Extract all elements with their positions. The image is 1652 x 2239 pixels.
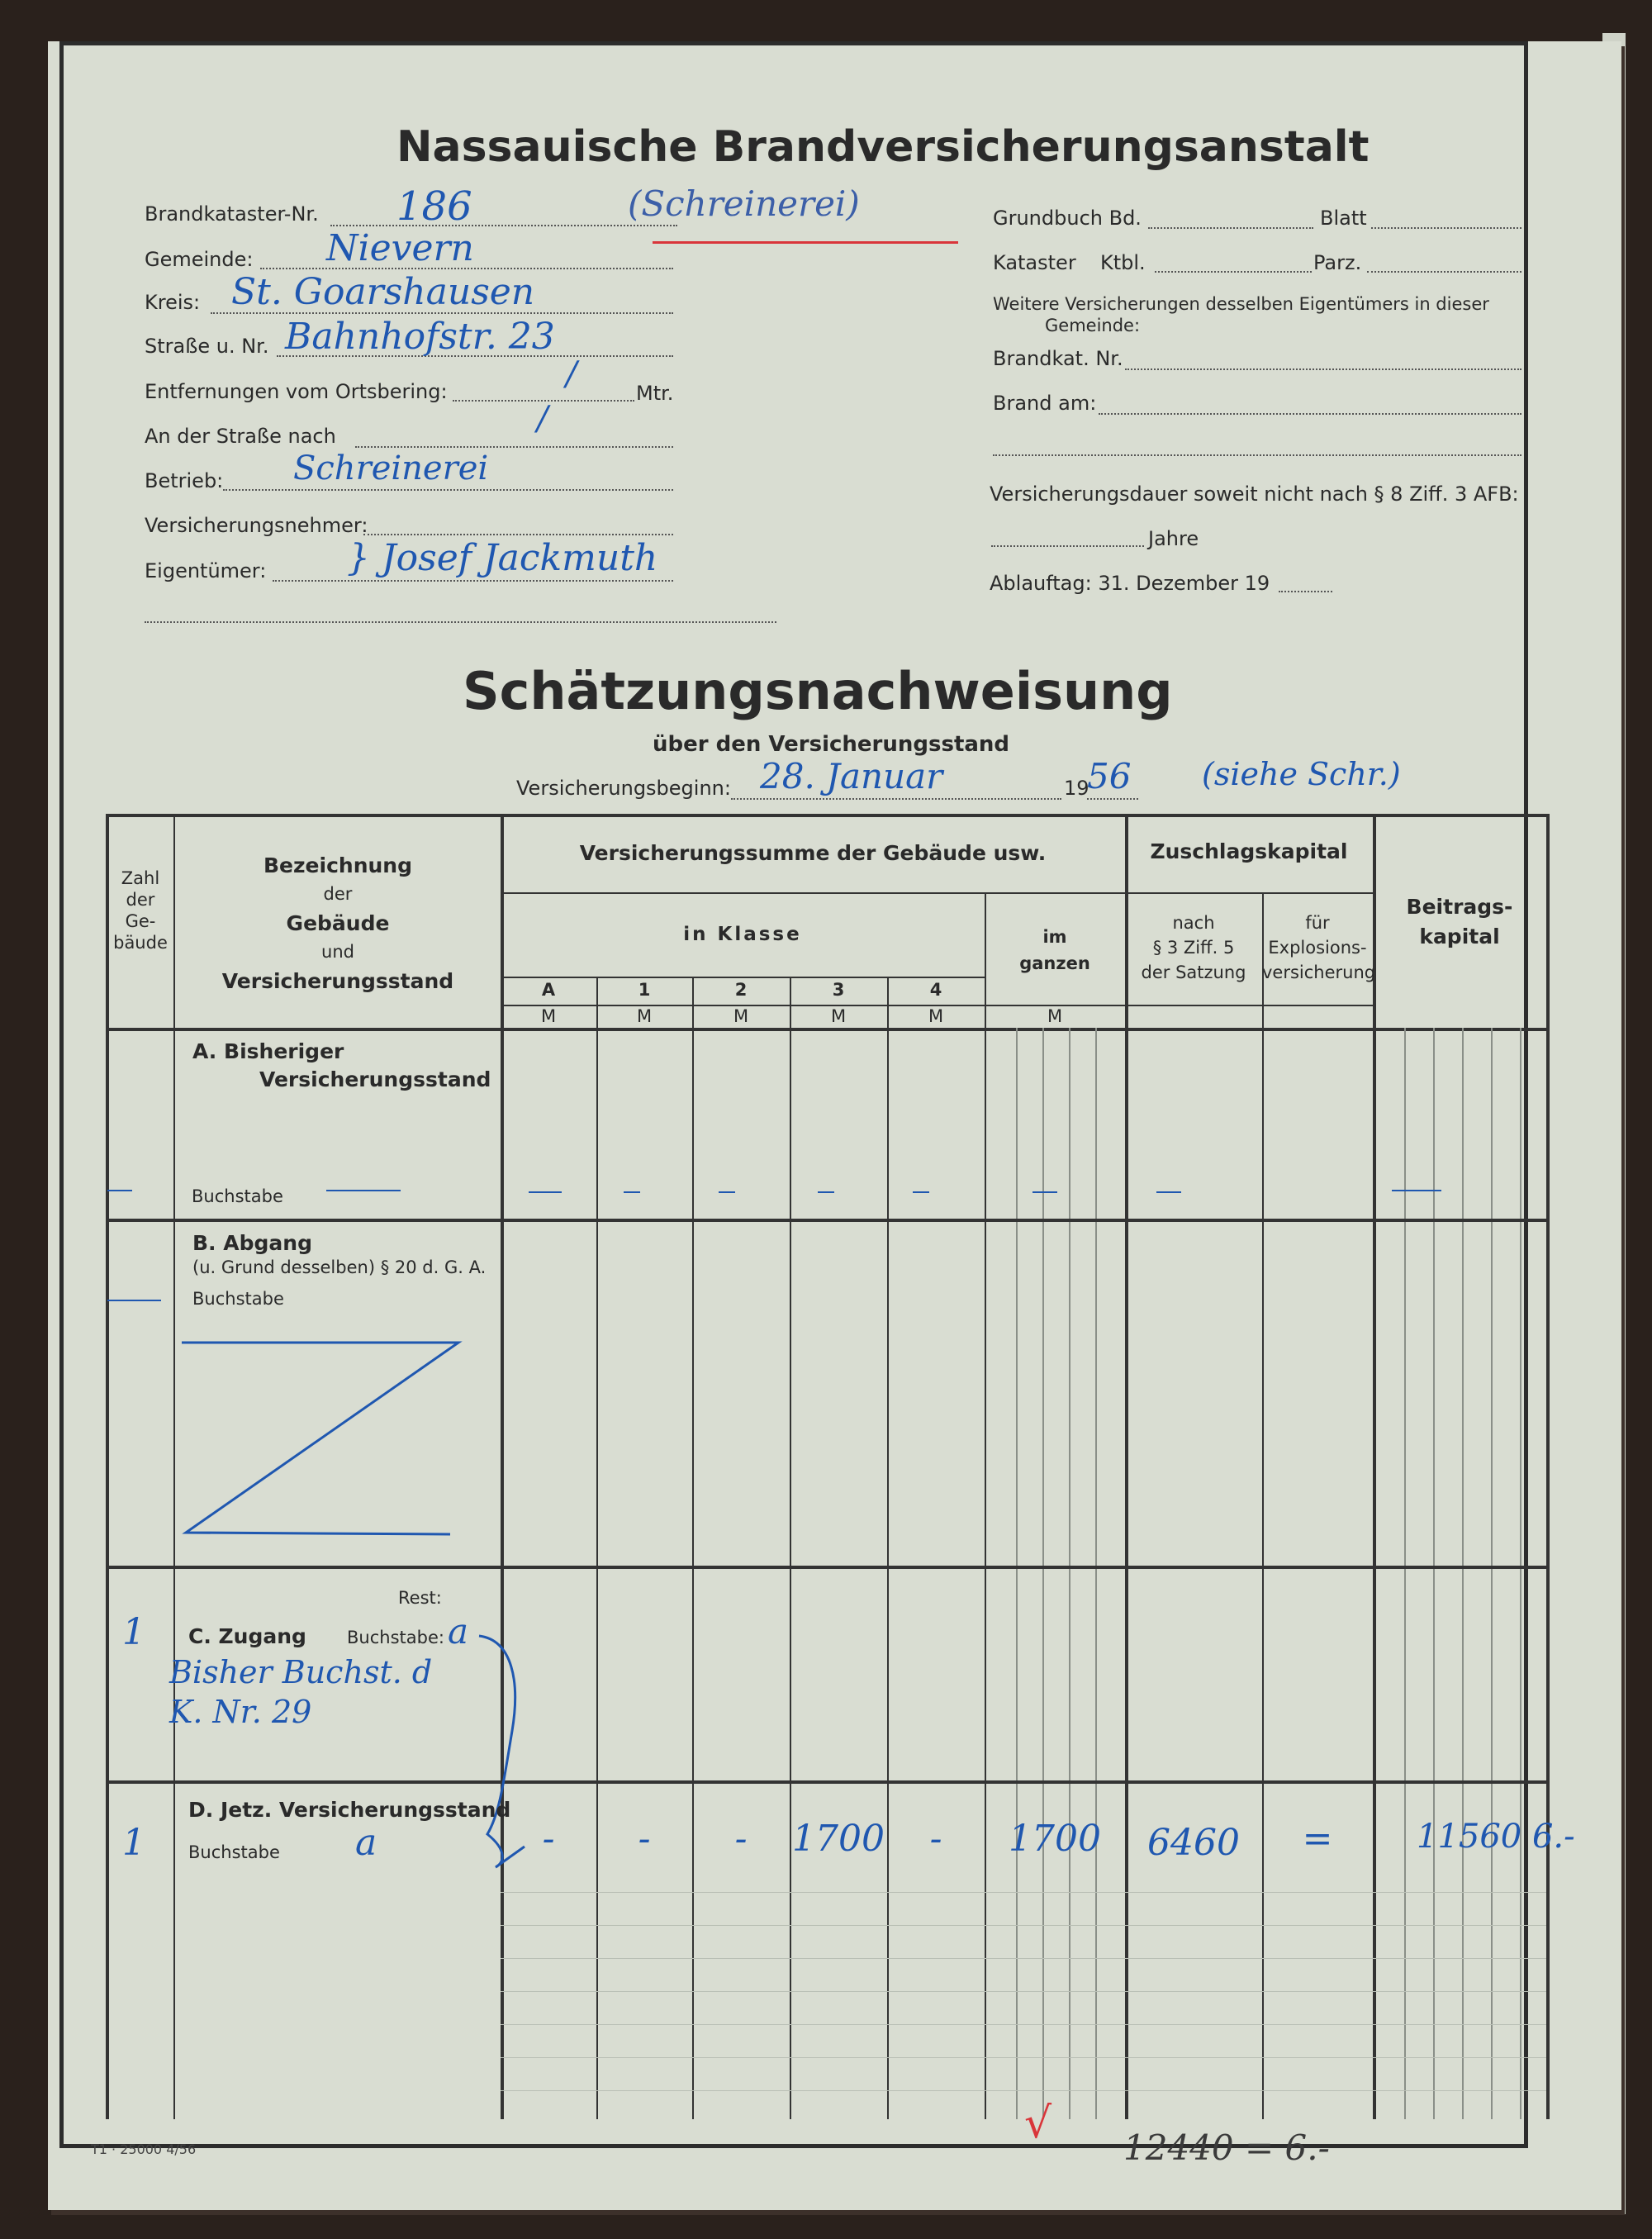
dash [913, 1191, 929, 1193]
dash [818, 1191, 834, 1193]
line-brandkat-nr [1125, 368, 1521, 370]
table-top [106, 814, 1550, 817]
dash [107, 1300, 161, 1301]
subcol [1095, 1028, 1097, 2119]
line-brand-am [1099, 413, 1521, 415]
org-title: Nassauische Brandversicherungsanstalt [396, 122, 1370, 172]
value-beginn-date: 28. Januar [760, 756, 943, 796]
line-grundbuch [1148, 227, 1313, 229]
section-a-buchstabe: Buchstabe [192, 1186, 283, 1206]
col-line-3 [790, 977, 791, 2119]
unit-2: M [733, 1006, 749, 1026]
table-right [1546, 814, 1550, 2119]
header-fuer [1262, 910, 1376, 985]
header-zahl-4: bäude [113, 933, 168, 953]
header-klasse-a: A [541, 980, 556, 1000]
header-nach-3: der Satzung [1141, 963, 1246, 982]
dash [107, 1190, 132, 1191]
line-versicherungsnehmer [363, 534, 673, 535]
header-fuer-3: versicherung [1262, 963, 1376, 982]
label-blatt: Blatt [1320, 207, 1367, 230]
section-c-zahl: 1 [122, 1611, 145, 1653]
d-value-4: - [929, 1818, 942, 1860]
line-betrieb [223, 489, 673, 491]
col-line-zahl [173, 814, 175, 2119]
label-dauer: Versicherungsdauer soweit nicht nach § 8 Ziff. 3 AFB: [990, 483, 1519, 506]
label-weitere-2: Gemeinde: [1045, 316, 1141, 335]
unit-a: M [540, 1006, 557, 1026]
line-blatt [1371, 227, 1521, 229]
unit-4: M [928, 1006, 944, 1026]
label-strasse-nach: An der Straße nach [145, 425, 336, 448]
dash [1156, 1191, 1181, 1193]
section-b-sub: (u. Grund desselben) § 20 d. G. A. [192, 1257, 487, 1277]
header-zuschlagskapital: Zuschlagskapital [1150, 839, 1348, 863]
header-zahl [107, 868, 173, 953]
unit-ganzen: M [1047, 1006, 1063, 1026]
label-entfernungen: Entfernungen vom Ortsbering: [145, 380, 448, 403]
line-jahre [991, 545, 1144, 547]
value-strasse-nach: / [537, 400, 548, 438]
label-grundbuch: Grundbuch Bd. [993, 207, 1142, 230]
zk-unit-line [1125, 1005, 1373, 1006]
col-line-vs [1125, 814, 1128, 2119]
col-line-ganzen [985, 892, 986, 2119]
header-ganzen: ganzen [1019, 953, 1090, 973]
line-brandkataster [330, 225, 677, 226]
label-year-prefix: 19 [1064, 777, 1089, 800]
header-klasse-4: 4 [929, 980, 942, 1000]
d-value-3: 1700 [792, 1818, 885, 1860]
line-beginn [731, 798, 1061, 800]
line-brand-am-2 [993, 454, 1521, 456]
dash [1032, 1191, 1057, 1193]
section-d-zahl: 1 [122, 1822, 145, 1864]
d-value-2: - [734, 1818, 748, 1860]
section-c-bottom [106, 1780, 1550, 1784]
d-value-nach: 6460 [1147, 1822, 1240, 1864]
value-gemeinde: Nievern [326, 227, 474, 269]
section-b-bottom [106, 1566, 1550, 1569]
header-zahl-1: Zahl [121, 868, 160, 888]
header-fuer-1: für [1305, 913, 1330, 933]
subcol [1016, 1028, 1018, 2119]
line-ktbl [1155, 271, 1312, 273]
header-nach-1: nach [1172, 913, 1215, 933]
section-c-letter: a [448, 1611, 469, 1652]
dash [624, 1191, 640, 1193]
section-c-note-2: K. Nr. 29 [169, 1694, 312, 1730]
value-betrieb: Schreinerei [293, 449, 489, 487]
label-kreis: Kreis: [145, 291, 201, 314]
red-underline [653, 241, 958, 244]
dash [326, 1190, 401, 1191]
header-zahl-3: Ge- [125, 911, 156, 931]
header-fuer-2: Explosions- [1268, 938, 1367, 958]
subcol [1404, 1028, 1406, 2119]
header-beitragskapital [1373, 892, 1546, 952]
header-klasse-2: 2 [734, 980, 748, 1000]
subcol [1069, 1028, 1070, 2119]
header-zahl-2: der [126, 890, 155, 910]
grid-row [501, 1991, 1546, 1992]
table-left [106, 814, 109, 2119]
value-strasse: Bahnhofstr. 23 [285, 316, 555, 358]
col-line-4 [887, 977, 889, 2119]
header-bez-2: der [323, 884, 353, 904]
grid-row [501, 2057, 1546, 2058]
value-entfernungen: / [566, 355, 577, 393]
print-code: T1 · 25000 4/56 [91, 2142, 197, 2157]
header-klasse-1: 1 [638, 980, 651, 1000]
label-betrieb: Betrieb: [145, 469, 224, 492]
line-strasse-nach [355, 446, 673, 448]
line-eigentuemer [273, 580, 673, 582]
grid-row [501, 1892, 1546, 1893]
grid-row [501, 2090, 1546, 2091]
section-d-buchstabe: Buchstabe [188, 1842, 280, 1862]
label-ablauftag: Ablauftag: 31. Dezember 19 [990, 572, 1270, 595]
d-value-fuer: = [1302, 1818, 1333, 1860]
section-a-bottom [106, 1219, 1550, 1222]
label-parz: Parz. [1313, 251, 1362, 274]
annotation-schreinerei: (Schreinerei) [628, 183, 860, 224]
zk-sub-line [1125, 892, 1373, 894]
header-klasse-3: 3 [832, 980, 845, 1000]
main-subtitle: über den Versicherungsstand [653, 732, 1010, 757]
header-im-ganzen [985, 924, 1125, 977]
section-c-buchstabe: Buchstabe: [347, 1628, 444, 1647]
header-versicherungssumme: Versicherungssumme der Gebäude usw. [579, 841, 1047, 865]
line-parz [1367, 271, 1521, 273]
header-bottom [106, 1028, 1550, 1031]
label-versicherungsbeginn: Versicherungsbeginn: [516, 777, 731, 800]
unit-1: M [636, 1006, 653, 1026]
section-c-note-1: Bisher Buchst. d [169, 1654, 433, 1690]
d-value-beitrag: 11560 6.- [1417, 1818, 1575, 1856]
col-line-2 [692, 977, 694, 2119]
header-nach-2: § 3 Ziff. 5 [1152, 938, 1235, 958]
label-brand-am: Brand am: [993, 392, 1097, 415]
value-brandkataster: 186 [396, 183, 472, 230]
line-year [1087, 798, 1138, 800]
col-line-zk [1373, 814, 1376, 2119]
label-ktbl: Ktbl. [1100, 251, 1146, 274]
dash [1392, 1190, 1441, 1191]
header-bez-5: Versicherungsstand [221, 969, 454, 993]
dash [529, 1191, 562, 1193]
section-c-rest: Rest: [398, 1588, 442, 1608]
klasse-line [501, 977, 985, 978]
col-line-1 [596, 977, 598, 2119]
label-eigentuemer: Eigentümer: [145, 559, 267, 582]
unit-3: M [830, 1006, 847, 1026]
grid-row [501, 2024, 1546, 2025]
header-beitrag-2: kapital [1419, 925, 1500, 948]
header-bez-3: Gebäude [286, 911, 390, 935]
label-jahre: Jahre [1148, 527, 1199, 550]
d-value-a: - [542, 1818, 555, 1860]
d-value-1: - [638, 1818, 651, 1860]
value-eigentuemer: } Josef Jackmuth [347, 537, 658, 579]
red-check-mark: √ [1024, 2099, 1052, 2148]
section-b-buchstabe: Buchstabe [192, 1289, 284, 1309]
value-beginn-year: 56 [1087, 756, 1132, 796]
header-im: im [1042, 927, 1067, 947]
label-gemeinde: Gemeinde: [145, 248, 254, 271]
grid-row [501, 1925, 1546, 1926]
section-b-title: B. Abgang [192, 1231, 312, 1255]
label-weitere-1: Weitere Versicherungen desselben Eigentümers in dieser [993, 294, 1489, 314]
line-ablauftag [1279, 591, 1332, 592]
unit-mtr: Mtr. [636, 382, 674, 405]
subcol [1462, 1028, 1464, 2119]
subcol [1491, 1028, 1493, 2119]
header-nach [1125, 910, 1262, 985]
grid-row [501, 1958, 1546, 1959]
section-d-letter: a [355, 1822, 377, 1864]
col-line-nach [1262, 892, 1264, 2119]
subcol [1433, 1028, 1435, 2119]
header-in-klasse: in Klasse [683, 924, 802, 945]
line-extra [145, 621, 776, 623]
bottom-pencil-note: 12440 = 6.- [1123, 2127, 1330, 2168]
d-value-ganzen: 1700 [1009, 1818, 1101, 1860]
label-strasse: Straße u. Nr. [145, 335, 269, 358]
dash [719, 1191, 735, 1193]
header-bez-1: Bezeichnung [263, 853, 412, 877]
section-a-title-2: Versicherungsstand [259, 1067, 491, 1091]
value-beginn-note: (siehe Schr.) [1202, 756, 1401, 792]
main-title: Schätzungsnachweisung [463, 661, 1173, 721]
strike-z-mark [178, 1293, 475, 1541]
subcol [1520, 1028, 1521, 2119]
label-brandkat-nr: Brandkat. Nr. [993, 347, 1123, 370]
value-kreis: St. Goarshausen [231, 271, 535, 313]
label-kataster: Kataster [993, 251, 1076, 274]
label-brandkataster: Brandkataster-Nr. [145, 202, 319, 226]
section-c-title: C. Zugang [188, 1624, 306, 1648]
label-versicherungsnehmer: Versicherungsnehmer: [145, 514, 368, 537]
vs-sub-line [501, 892, 1125, 894]
section-a-title: A. Bisheriger [192, 1039, 344, 1063]
section-d-title: D. Jetz. Versicherungsstand [188, 1798, 511, 1822]
header-beitrag-1: Beitrags- [1406, 895, 1513, 919]
header-bezeichnung [175, 851, 501, 996]
header-bez-4: und [321, 942, 354, 962]
